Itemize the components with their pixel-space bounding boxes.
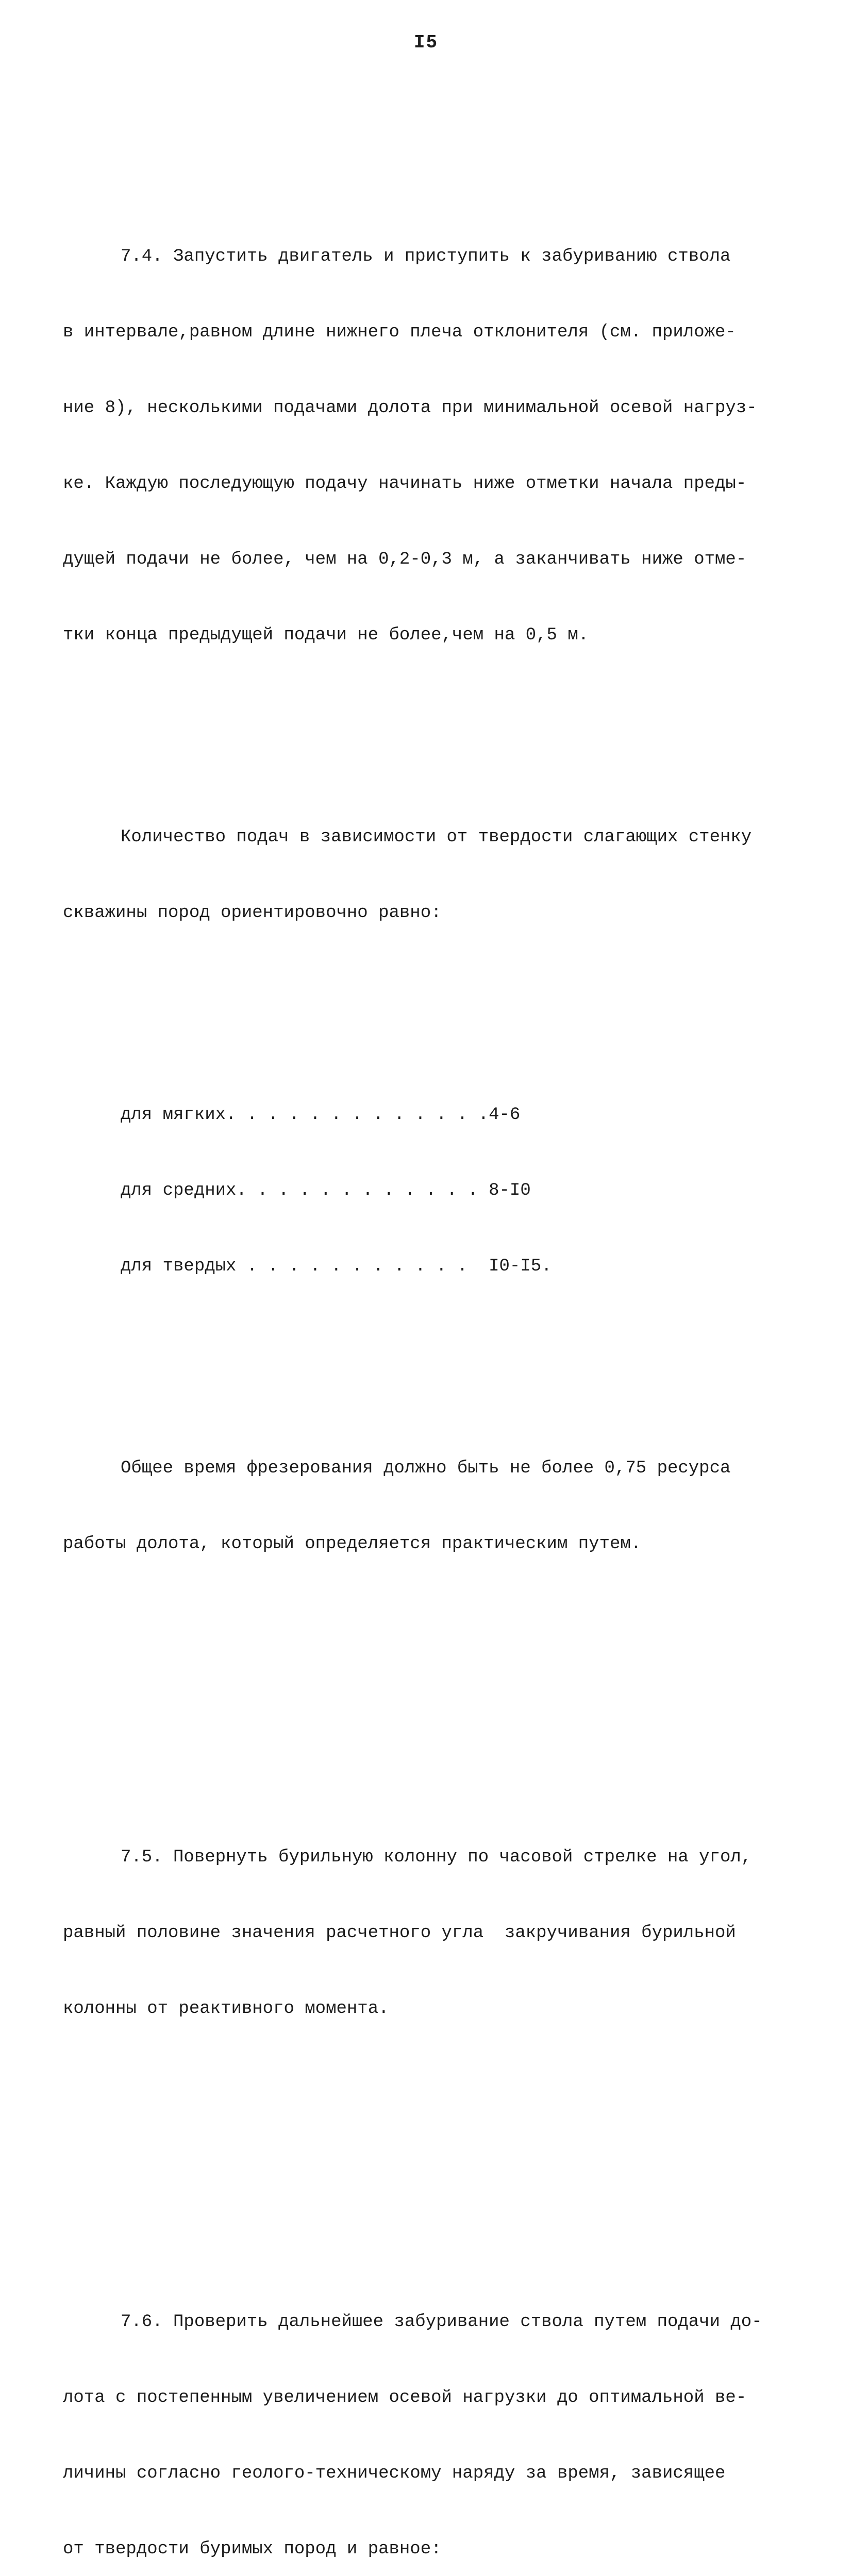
text-line: ние 8), несколькими подачами долота при минимальной осевой нагруз- xyxy=(63,398,757,418)
text-line: Общее время фрезерования должно быть не более 0,75 ресурса xyxy=(121,1459,731,1478)
text-line: дущей подачи не более, чем на 0,2-0,3 м, а заканчивать ниже отме- xyxy=(63,550,747,569)
list-item: для твердых . . . . . . . . . . . I0-I5. xyxy=(121,1257,552,1276)
text-line: 7.6. Проверить дальнейшее забуривание ствола путем подачи до- xyxy=(121,2312,762,2332)
list-item: для мягких. . . . . . . . . . . . .4-6 xyxy=(121,1105,521,1125)
text-line: от твердости буримых пород и равное: xyxy=(63,2539,442,2559)
text-line: 7.5. Повернуть бурильную колонну по часовой стрелке на угол, xyxy=(121,1848,752,1867)
list-item: для средних. . . . . . . . . . . . 8-I0 xyxy=(121,1181,531,1200)
paragraph-feed-count xyxy=(63,774,779,976)
text-line: лота с постепенным увеличением осевой нагрузки до оптимальной ве- xyxy=(63,2388,747,2408)
paragraph-7-4 xyxy=(63,194,779,699)
text-line: скважины пород ориентировочно равно: xyxy=(63,903,442,923)
text-line: Количество подач в зависимости от твердости слагающих стенку xyxy=(121,827,752,847)
paragraph-milling-time xyxy=(63,1405,779,1607)
paragraph-7-5 xyxy=(63,1794,779,2072)
text-line: равный половине значения расчетного угла закручивания бурильной xyxy=(63,1923,736,1943)
list-feed-count xyxy=(63,1052,779,1330)
text-line: работы долота, который определяется практическим путем. xyxy=(63,1534,642,1554)
text-line: колонны от реактивного момента. xyxy=(63,1999,389,2019)
text-line: ке. Каждую последующую подачу начинать ниже отметки начала преды- xyxy=(63,474,747,494)
document-body xyxy=(63,93,779,2576)
paragraph-7-6 xyxy=(63,2259,779,2576)
text-line: в интервале,равном длине нижнего плеча отклонителя (см. приложе- xyxy=(63,323,736,342)
text-line: тки конца предыдущей подачи не более,чем на 0,5 м. xyxy=(63,625,589,645)
page-number: I5 xyxy=(413,32,439,53)
text-line: личины согласно геолого-техническому наряду за время, зависящее xyxy=(63,2464,726,2483)
text-line: 7.4. Запустить двигатель и приступить к забуриванию ствола xyxy=(121,247,731,266)
